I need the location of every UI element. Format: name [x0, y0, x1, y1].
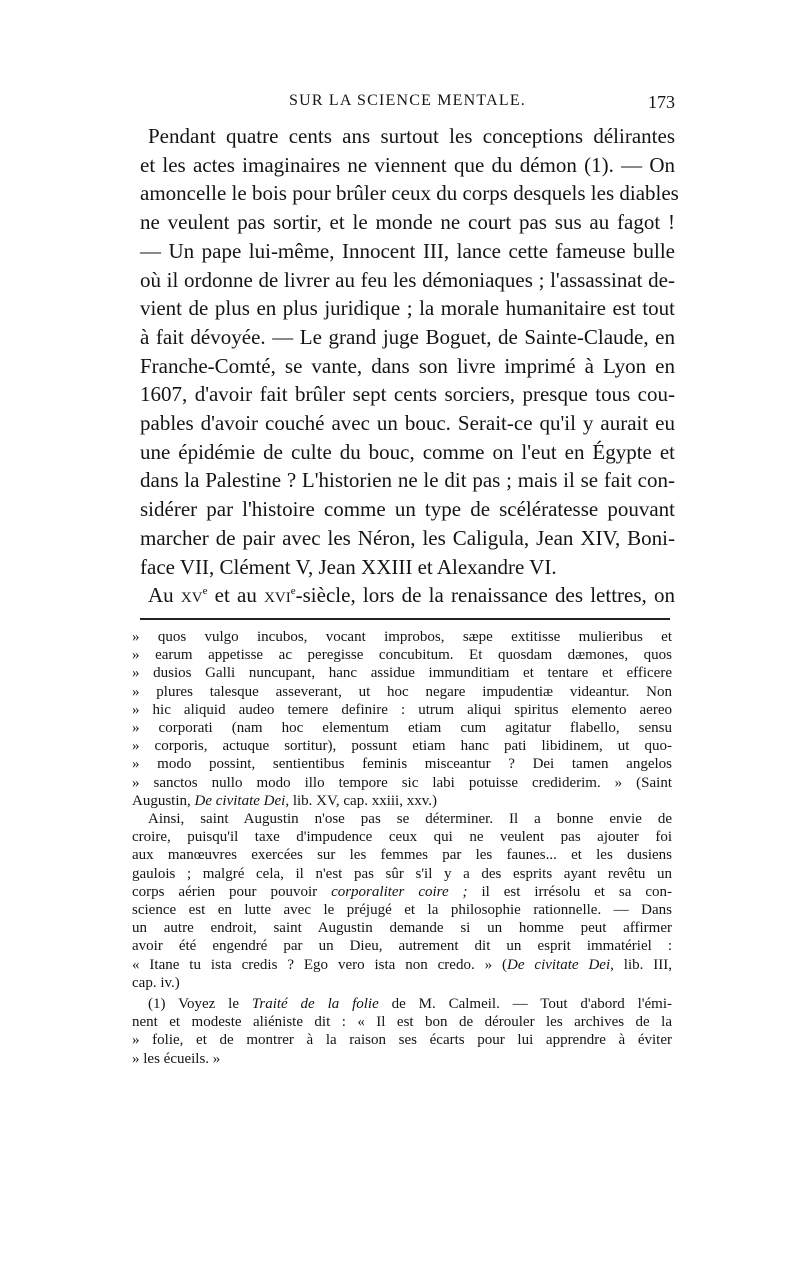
footnote-line — [132, 883, 672, 901]
text-fragment: , lib. III, — [610, 956, 673, 973]
century-roman: xvi — [264, 583, 291, 608]
work-title: De civitate Dei — [507, 956, 611, 973]
footnote-line: » folie, et de montrer à la raison ses écarts pour lui apprendre à éviter — [132, 1032, 672, 1049]
text-line-new-paragraph — [140, 581, 675, 610]
text-line: — Un pape lui-même, Innocent III, lance cette fameuse bulle — [140, 238, 675, 263]
footnote-line: avoir été engendré par un Dieu, autrement dit un esprit immatériel : — [132, 938, 672, 955]
text-fragment: corps aérien pour pouvoir — [132, 883, 332, 900]
text-line: où il ordonne de livrer au feu les démoniaques ; l'assassinat de- — [140, 267, 675, 292]
footnote-line — [132, 995, 672, 1013]
footnote-line: cap. iv.) — [132, 974, 180, 991]
text-line: une épidémie de culte du bouc, comme on l'eut en Égypte et — [140, 439, 675, 464]
text-line: sidérer par l'histoire comme un type de scélératesse pouvant — [140, 497, 675, 522]
footnote-line: » corporis, actuque sortitur), possunt etiam hanc pati libidinem, ut quo- — [132, 738, 672, 755]
text-line: et les actes imaginaires ne viennent que du démon (1). — On — [140, 152, 675, 177]
text-fragment: de M. Calmeil. — Tout d'abord l'émi- — [378, 996, 672, 1013]
page-number: 173 — [648, 92, 675, 112]
footnote-line — [132, 792, 672, 810]
text-fragment: Au — [148, 583, 181, 608]
page-header — [140, 92, 675, 116]
footnote-line: » dusios Galli nuncupant, hanc assidue immunditiam et tentare et efficere — [132, 665, 672, 682]
text-line: marcher de pair avec les Néron, les Caligula, Jean XIV, Boni- — [140, 525, 675, 550]
footnotes — [132, 628, 672, 1068]
main-text — [140, 122, 679, 610]
text-line: vient de plus en plus juridique ; la morale humanitaire est tout — [140, 296, 675, 321]
text-line: à fait dévoyée. — Le grand juge Boguet, de Sainte-Claude, en — [140, 324, 675, 349]
text-line: amoncelle le bois pour brûler ceux du corps desquels les diables — [140, 181, 679, 206]
text-line: 1607, d'avoir fait brûler sept cents sorciers, presque tous cou- — [140, 382, 675, 407]
text-line: ne veulent pas sortir, et le monde ne court pas sus au fagot ! — [140, 210, 675, 235]
footnote-line: Ainsi, saint Augustin n'ose pas se déterminer. Il a bonne envie de — [148, 811, 672, 828]
footnote-line: nent et modeste aliéniste dit : « Il est bon de dérouler les archives de la — [132, 1014, 672, 1031]
italic-phrase: corporaliter coire ; — [331, 883, 468, 900]
text-line: face VII, Clément V, Jean XXIII et Alexandre VI. — [140, 554, 557, 579]
footnote-line: » plures talesque asseverant, ut hoc negare impudentiæ videantur. Non — [132, 683, 672, 700]
text-line: dans la Palestine ? L'historien ne le dit pas ; mais il se fait con- — [140, 468, 675, 493]
footnote-line: un autre endroit, saint Augustin demande si un homme peut affirmer — [132, 920, 672, 937]
text-fragment: et au — [207, 583, 265, 608]
footnote-line: croire, puisqu'il taxe d'impudence ceux qui ne veulent pas ajouter foi — [132, 829, 672, 846]
footnote-line: » les écueils. » — [132, 1050, 221, 1067]
work-title: De civitate Dei — [194, 792, 286, 809]
text-fragment: « Itane tu ista credis ? Ego vero ista non credo. » ( — [132, 956, 508, 973]
text-fragment: , lib. XV, cap. xxiii, xxv.) — [285, 792, 437, 809]
text-fragment: Augustin, — [132, 792, 195, 809]
text-fragment: (1) Voyez le — [148, 996, 252, 1013]
superscript: e — [290, 585, 296, 598]
footnote-line: » modo possint, sentientibus feminis misceantur ? Dei tamen angelos — [132, 756, 672, 773]
text-line: pables d'avoir couché avec un bouc. Serait-ce qu'il y aurait eu — [140, 411, 675, 436]
footnote-separator — [140, 618, 670, 620]
text-fragment: il est irrésolu et sa con- — [467, 883, 672, 900]
footnote-line: » corporati (nam hoc elementum etiam cum agitatur flabello, sensu — [132, 720, 672, 737]
footnote-line — [132, 956, 672, 974]
text-line: Franche-Comté, se vante, dans son livre imprimé à Lyon en — [140, 353, 675, 378]
footnote-line: » earum appetisse ac peregisse concubitum. Et quosdam dæmones, quos — [132, 647, 672, 664]
footnote-line: aux manœuvres exercées sur les femmes par les faunes... et les dusiens — [132, 847, 672, 864]
footnote-line: science est en lutte avec le préjugé et la philosophie rationnelle. — Dans — [132, 902, 672, 919]
text-fragment: -siècle, lors de la renaissance des lettres, on — [295, 583, 675, 608]
work-title: Traité de la folie — [251, 996, 379, 1013]
superscript: e — [202, 585, 208, 598]
century-roman: xv — [180, 583, 203, 608]
footnote-line: » quos vulgo incubos, vocant improbos, sæpe extitisse mulieribus et — [132, 629, 672, 645]
footnote-line: » sanctos nullo modo illo tempore sic labi potuisse crediderim. » (Saint — [132, 774, 672, 791]
running-title: SUR LA SCIENCE MENTALE. — [289, 92, 526, 109]
text-line: Pendant quatre cents ans surtout les conceptions délirantes — [148, 124, 675, 148]
footnote-line: gaulois ; malgré cela, il n'est pas sûr s'il y a des esprits ayant revêtu un — [132, 865, 672, 882]
footnote-line: » hic aliquid audeo temere definire : utrum aliqui spiritus elemento aereo — [132, 701, 672, 718]
